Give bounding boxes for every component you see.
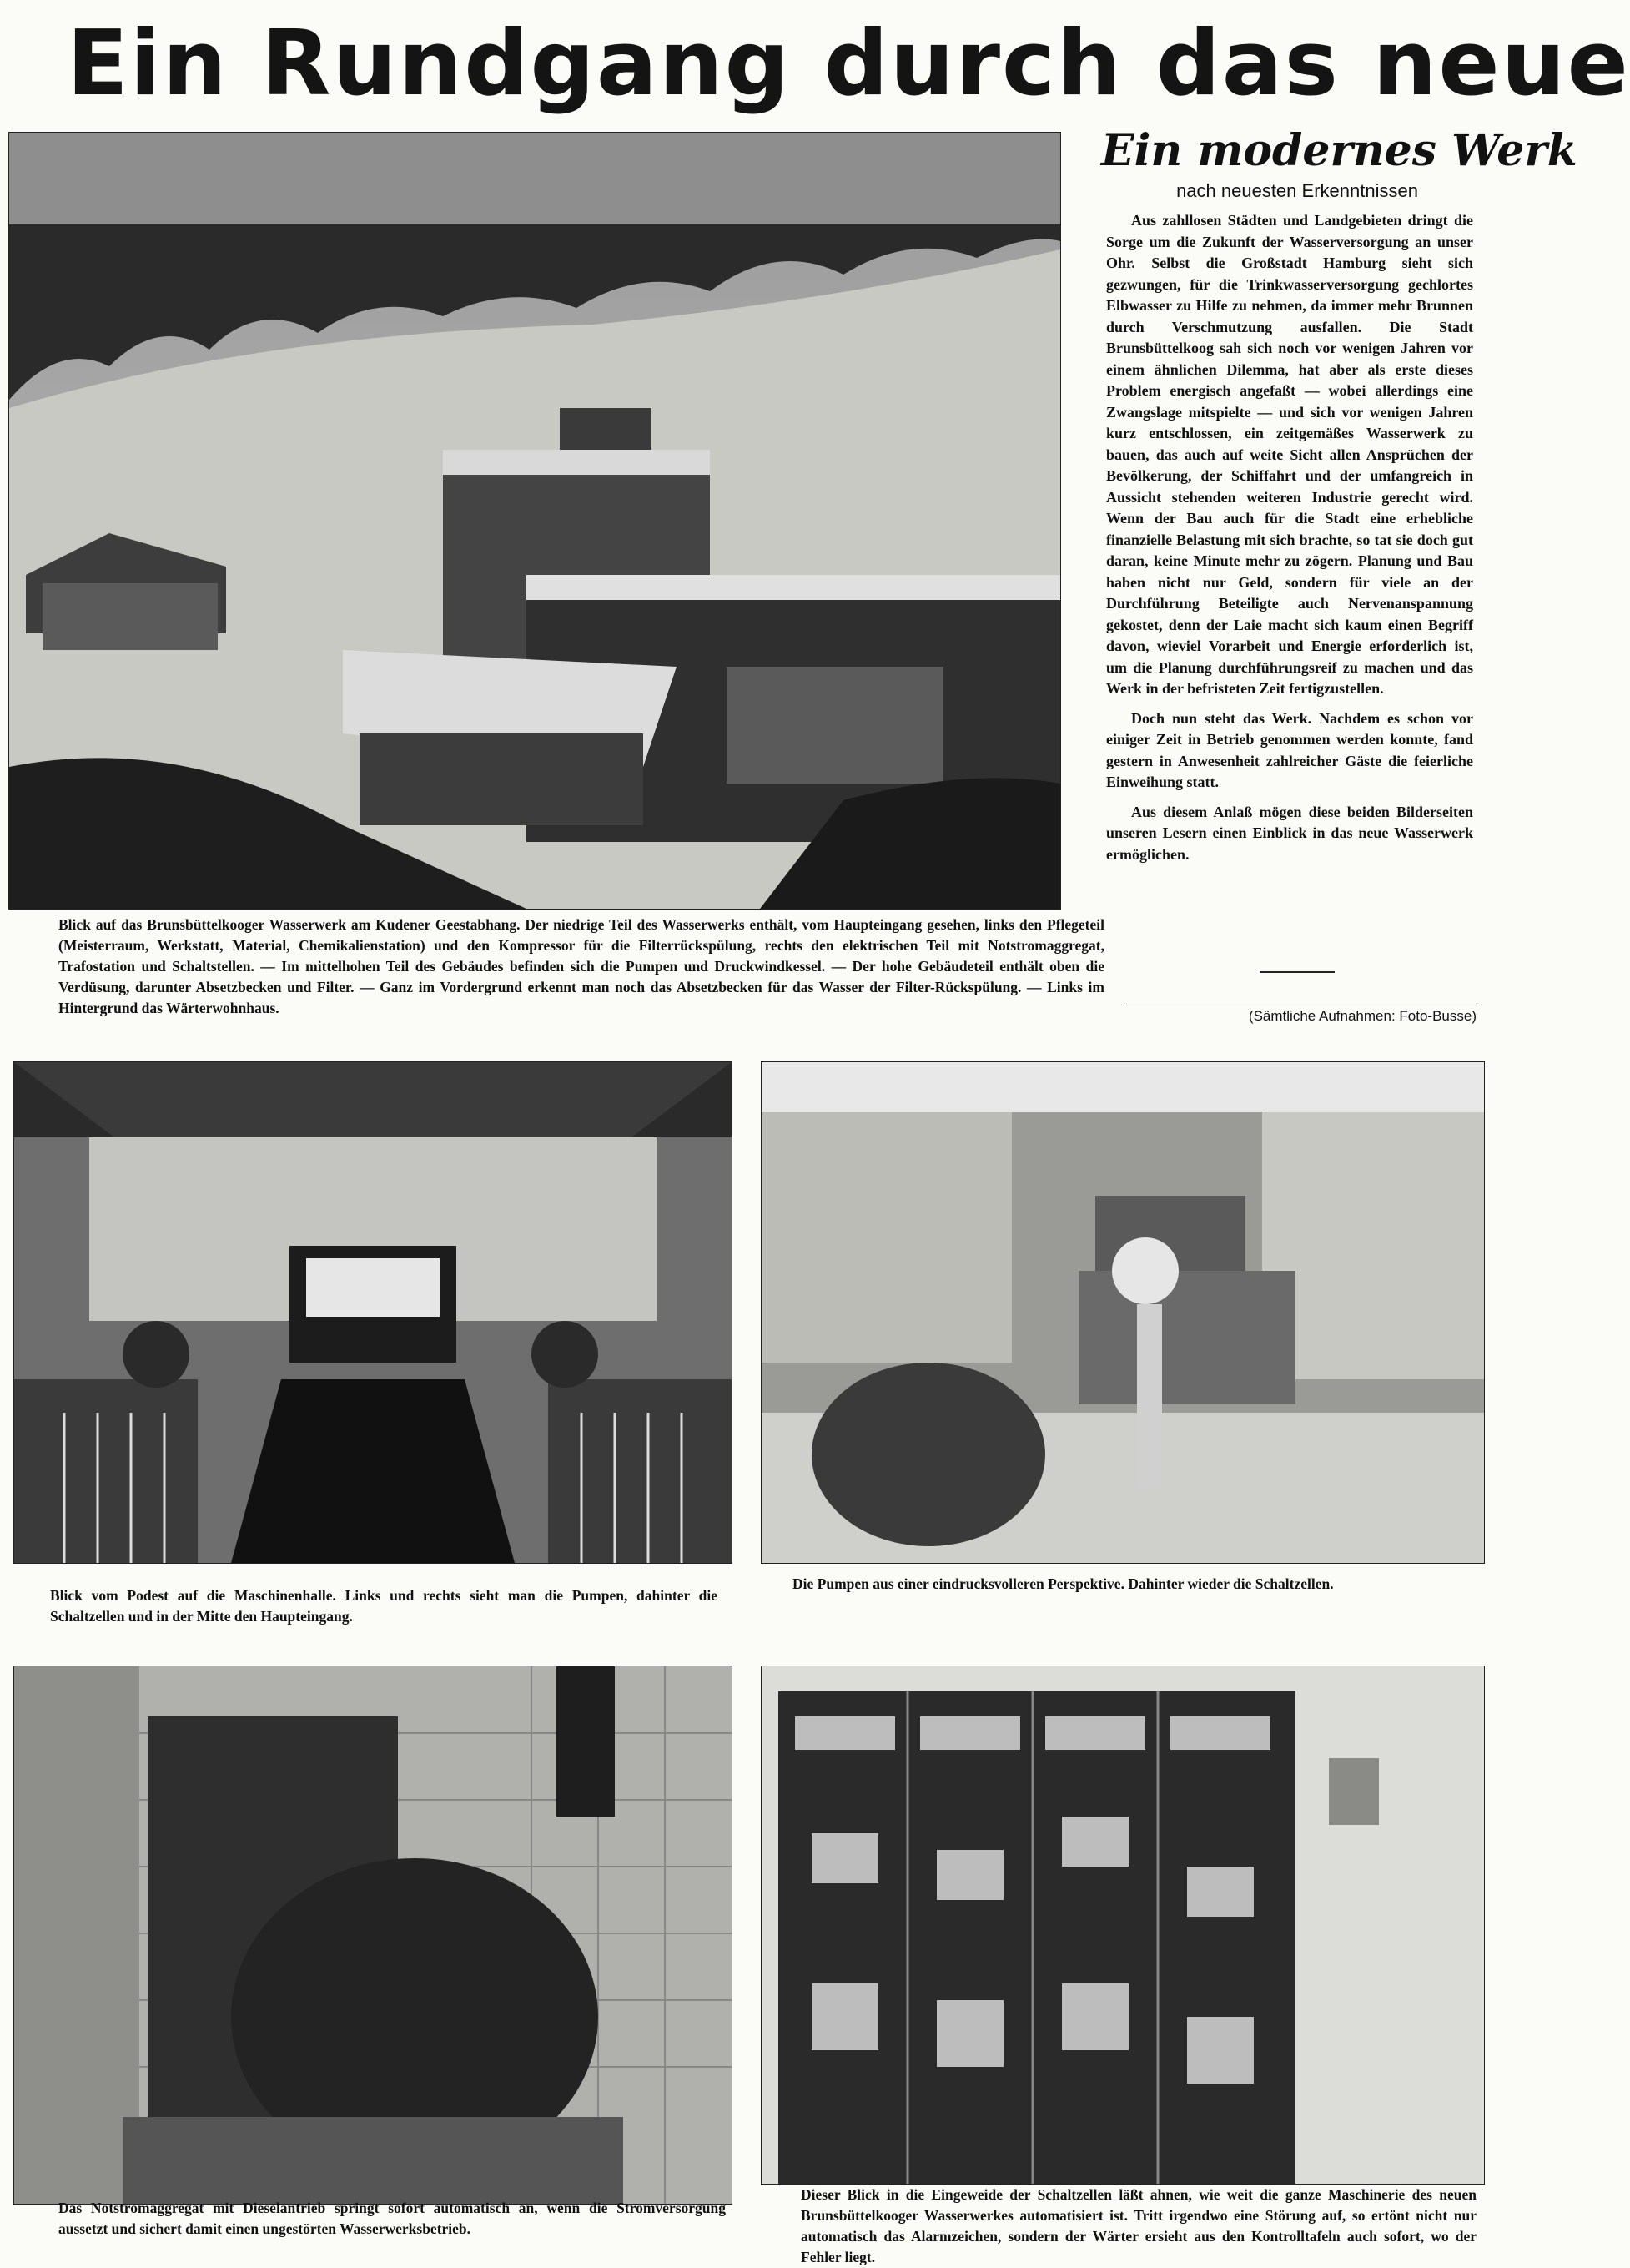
sidebar-paragraph: Aus zahllosen Städten und Landgebieten dringt die Sorge um die Zukunft der Wasserversorgung an unser Ohr. Selbst die Großstadt Hamburg sieht sich gezwungen, für die Trinkwasserversorgung gechlortes Elbwasser zu Hilfe zu nehmen, da immer mehr Brunnen durch Verschmutzung ausfallen. Die Stadt Brunsbüttelkoog sah sich noch vor wenigen Jahren vor einem ähnlichen Dilemma, hat aber als erste dieses Problem energisch angefaßt — wobei allerdings eine Zwangslage mitspielte — und sich vor wenigen Jahren kurz entschlossen, ein zeitgemäßes Wasserwerk zu bauen, das auch auf weite Sicht allen Ansprüchen der Bevölkerung, der Schiffahrt und der umfangreich in Aussicht stehenden weiteren Industrie gerecht wird. Wenn der Bau auch für die Stadt eine erhebliche finanzielle Belastung mit sich brachte, so tat sie doch gut daran, keine Minute mehr zu zögern. Planung und Bau haben nicht nur Geld, sondern für viele an der Durchführung Beteiligte auch Nervenanspannung gekostet, denn der Laie macht sich kaum einen Begriff davon, wieviel Vorarbeit und Energie erforderlich ist, um die Planung durchführungsreif zu machen und das Werk in der befristeten Zeit fertigzustellen. [1106, 212, 1473, 697]
sidebar-short-rule [1260, 971, 1335, 973]
photo-machine-hall [13, 1061, 732, 1564]
photo-pumps [761, 1061, 1485, 1564]
caption-pumps: Die Pumpen aus einer eindrucksvolleren Perspektive. Dahinter wieder die Schaltzellen. [792, 1575, 1334, 1592]
caption-switchgear: Dieser Blick in die Eingeweide der Schaltzellen läßt ahnen, wie weit die ganze Maschinerie des neuen Brunsbüttelkooger Wasserwerkes automatisiert ist. Tritt irgendwo eine Störung auf, so ertönt nicht nur automatisch das Alarmzeichen, sondern der Wärter ersieht aus den Kontrolltafeln auch sofort, wo der Fehler liegt. [801, 2186, 1477, 2265]
photo-generator [13, 1666, 732, 2205]
caption-main: Blick auf das Brunsbüttelkooger Wasserwerk am Kudener Geestabhang. Der niedrige Teil des Wasserwerks enthält, vom Haupteingang gesehen, links den Pflegeteil (Meisterraum, Werkstatt, Material, Chemikalienstation) und den Kompressor für die Filterrückspülung, rechts den elektrischen Teil mit Notstromaggregat, Trafostation und Schaltstellen. — Im mittelhohen Teil des Gebäudes befinden sich die Pumpen und Druckwindkessel. — Der hohe Gebäudeteil enthält oben die Verdüsung, darunter Absetzbecken und Filter. — Ganz im Vordergrund erkennt man noch das Absetzbecken für das Wasser der Filter-Rückspülung. — Links im Hintergrund das Wärterwohnhaus. [58, 916, 1104, 1016]
sidebar-title: Ein modernes Werk [1101, 125, 1577, 176]
sidebar-subtitle: nach neuesten Erkenntnissen [1176, 180, 1418, 201]
sidebar-body [1106, 210, 1473, 874]
sidebar-paragraph: Doch nun steht das Werk. Nachdem es schon vor einiger Zeit in Betrieb genommen werden konnte, fand gestern in Anwesenheit zahlreicher Gäste die feierliche Einweihung statt. [1106, 709, 1473, 790]
photo-credit: (Sämtliche Aufnahmen: Foto-Busse) [1248, 1008, 1477, 1024]
photo-waterworks-exterior [8, 132, 1061, 910]
sidebar-paragraph: Aus diesem Anlaß mögen diese beiden Bilderseiten unseren Lesern einen Einblick in das neue Wasserwerk ermöglichen. [1106, 803, 1473, 863]
page-headline: Ein Rundgang durch das neue [67, 12, 1630, 116]
caption-machine-hall: Blick vom Podest auf die Maschinenhalle. Links und rechts sieht man die Pumpen, dahinter die Schaltzellen und in der Mitte den Haupteingang. [50, 1587, 717, 1625]
photo-switchgear [761, 1666, 1485, 2185]
caption-generator: Das Notstromaggregat mit Dieselantrieb springt sofort automatisch an, wenn die Stromversorgung aussetzt und sichert damit einen ungestörten Wasserwerksbetrieb. [58, 2200, 726, 2237]
